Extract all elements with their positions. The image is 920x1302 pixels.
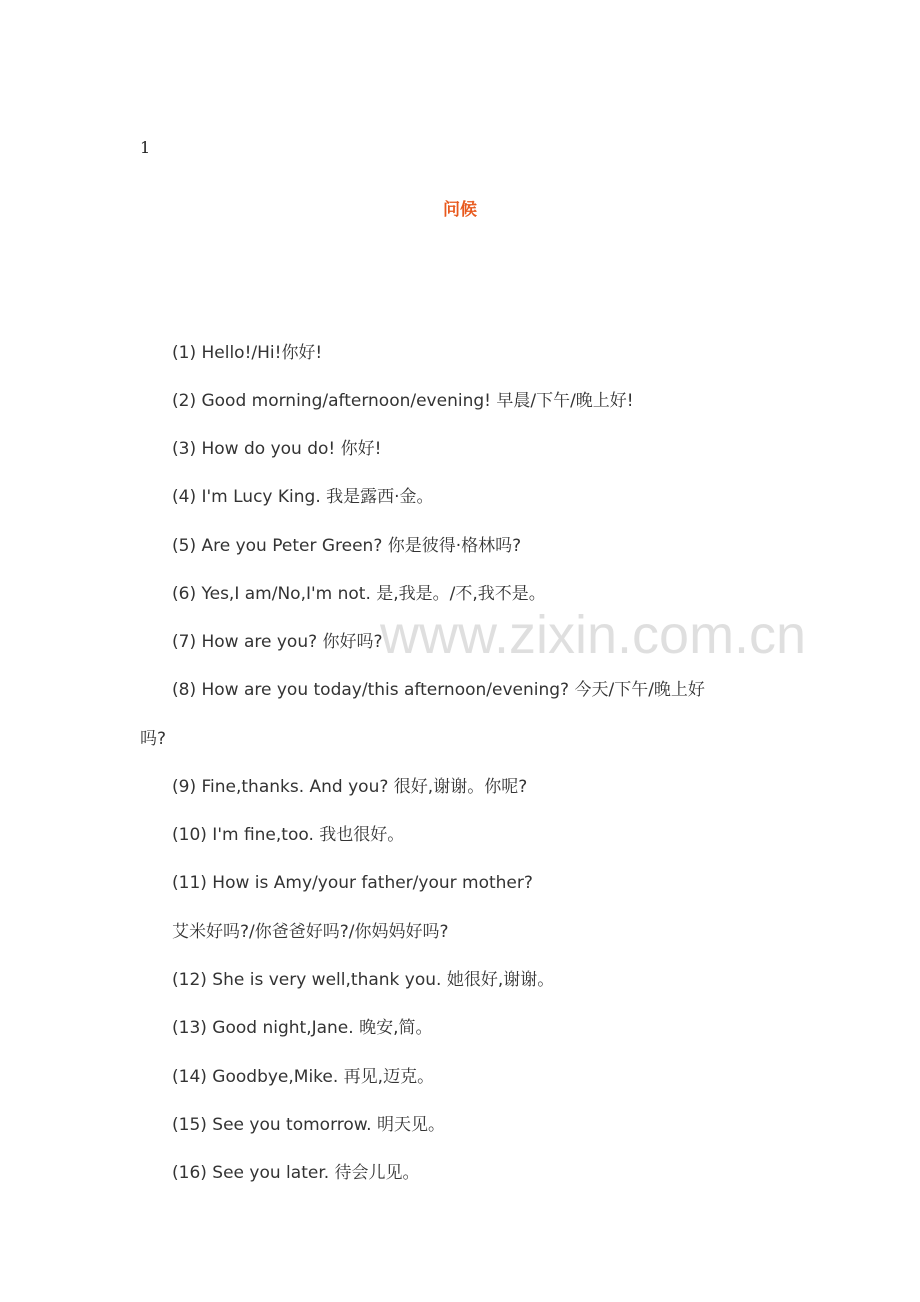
- phrase-line: (5) Are you Peter Green? 你是彼得·格林吗?: [172, 536, 522, 556]
- phrase-line: (7) How are you? 你好吗?: [172, 632, 383, 652]
- phrase-line: (12) She is very well,thank you. 她很好,谢谢。: [172, 970, 555, 990]
- phrase-line: (4) I'm Lucy King. 我是露西·金。: [172, 487, 434, 507]
- page-number: 1: [140, 138, 151, 157]
- phrase-line: (8) How are you today/this afternoon/evening? 今天/下午/晚上好: [172, 680, 705, 700]
- phrase-line: (16) See you later. 待会儿见。: [172, 1163, 420, 1183]
- section-heading: 问候: [443, 200, 477, 220]
- phrase-line: (1) Hello!/Hi!你好!: [172, 343, 323, 363]
- watermark: www.zixin.com.cn: [380, 605, 807, 665]
- phrase-line: (11) How is Amy/your father/your mother?: [172, 873, 533, 893]
- phrase-line: (3) How do you do! 你好!: [172, 439, 382, 459]
- phrase-line: (13) Good night,Jane. 晚安,简。: [172, 1018, 433, 1038]
- phrase-line: (2) Good morning/afternoon/evening! 早晨/下午/晚上好!: [172, 391, 634, 411]
- phrase-line: (15) See you tomorrow. 明天见。: [172, 1115, 445, 1135]
- phrase-line: (6) Yes,I am/No,I'm not. 是,我是。/不,我不是。: [172, 584, 546, 604]
- phrase-line-translation: 艾米好吗?/你爸爸好吗?/你妈妈好吗?: [172, 922, 449, 942]
- phrase-line: (14) Goodbye,Mike. 再见,迈克。: [172, 1067, 435, 1087]
- phrase-line: (9) Fine,thanks. And you? 很好,谢谢。你呢?: [172, 777, 528, 797]
- phrase-line: (10) I'm fine,too. 我也很好。: [172, 825, 405, 845]
- phrase-line-continuation: 吗?: [140, 729, 167, 749]
